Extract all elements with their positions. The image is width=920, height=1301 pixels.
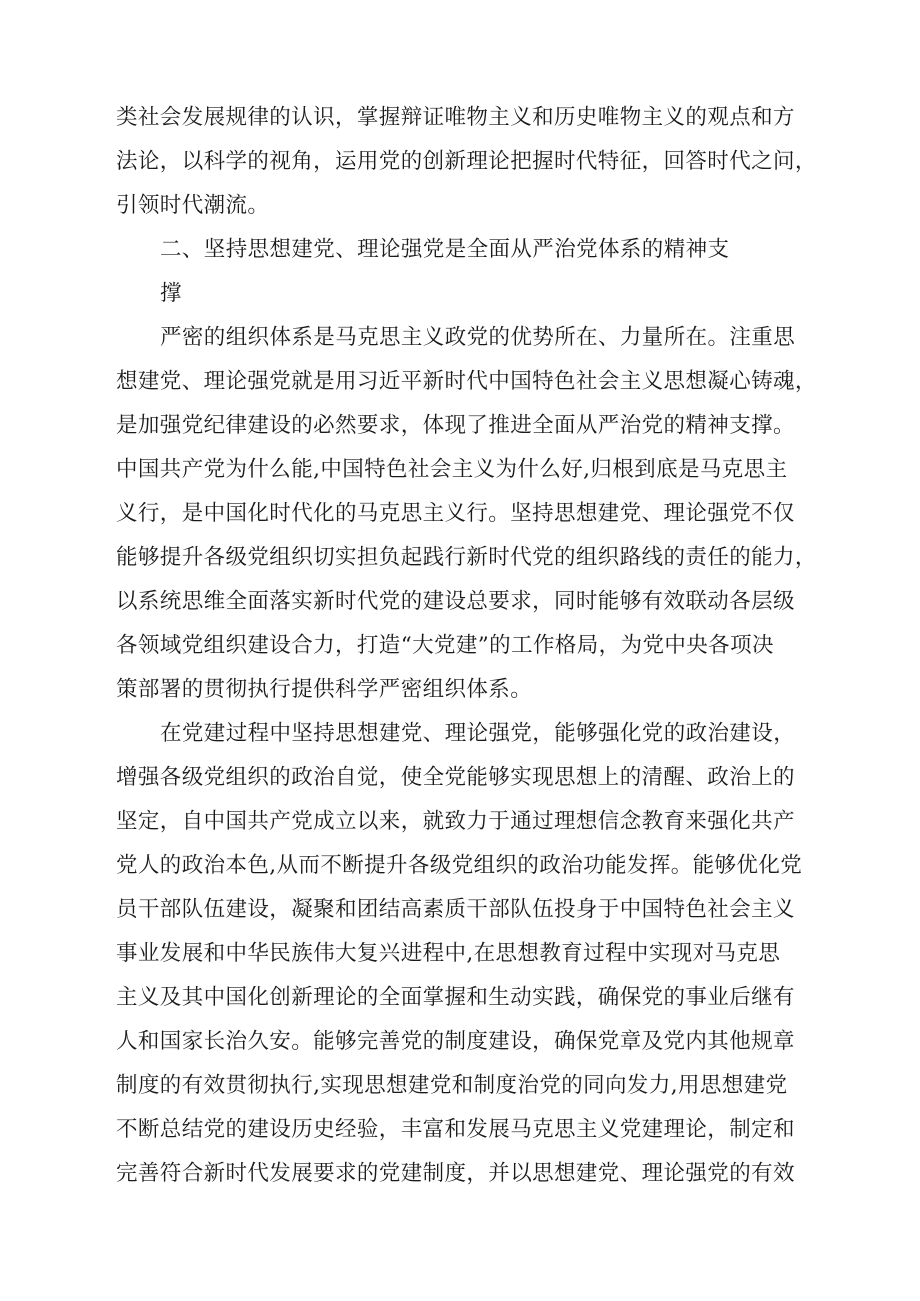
text-line: 党人的政治本色,从而不断提升各级党组织的政治功能发挥。能够优化党 [116, 853, 803, 878]
text-line: 策部署的贯彻执行提供科学严密组织体系。 [116, 677, 533, 702]
text-line: 义行，是中国化时代化的马克思主义行。坚持思想建党、理论强党不仅 [116, 501, 795, 526]
text-line: 中国共产党为什么能,中国特色社会主义为什么好,归根到底是马克思主 [116, 457, 788, 482]
text-line: 坚定，自中国共产党成立以来，就致力于通过理想信念教育来强化共产 [116, 809, 795, 834]
text-line: 法论，以科学的视角，运用党的创新理论把握时代特征，回答时代之问， [116, 149, 817, 174]
text-line: 在党建过程中坚持思想建党、理论强党，能够强化党的政治建设， [160, 721, 796, 746]
text-line: 事业发展和中华民族伟大复兴进程中,在思想教育过程中实现对马克思 [116, 941, 781, 966]
text-line: 能够提升各级党组织切实担负起践行新时代党的组织路线的责任的能力， [116, 545, 817, 570]
text-line: 增强各级党组织的政治自觉，使全党能够实现思想上的清醒、政治上的 [116, 765, 795, 790]
text-line: 想建党、理论强党就是用习近平新时代中国特色社会主义思想凝心铸魂， [116, 369, 817, 394]
section-heading: 二、坚持思想建党、理论强党是全面从严治党体系的精神支 [160, 237, 730, 262]
text-line: 引领时代潮流。 [116, 193, 270, 218]
text-line: 以系统思维全面落实新时代党的建设总要求，同时能够有效联动各层级 [116, 589, 795, 614]
text-line: 员干部队伍建设，凝聚和团结高素质干部队伍投身于中国特色社会主义 [116, 897, 795, 922]
text-line: 不断总结党的建设历史经验，丰富和发展马克思主义党建理论，制定和 [116, 1117, 795, 1142]
text-line: 类社会发展规律的认识，掌握辩证唯物主义和历史唯物主义的观点和方 [116, 105, 795, 130]
text-line: 严密的组织体系是马克思主义政党的优势所在、力量所在。注重思 [160, 325, 796, 350]
text-line: 是加强党纪律建设的必然要求，体现了推进全面从严治党的精神支撑。 [116, 413, 795, 438]
text-line: 人和国家长治久安。能够完善党的制度建设，确保党章及党内其他规章 [116, 1029, 795, 1054]
text-line: 主义及其中国化创新理论的全面掌握和生动实践，确保党的事业后继有 [116, 985, 795, 1010]
section-heading-continuation: 撑 [160, 281, 182, 306]
text-line: 完善符合新时代发展要求的党建制度，并以思想建党、理论强党的有效 [116, 1161, 795, 1186]
text-line: 各领域党组织建设合力，打造“大党建”的工作格局，为党中央各项决 [116, 633, 774, 658]
text-line: 制度的有效贯彻执行,实现思想建党和制度治党的同向发力,用思想建党 [116, 1073, 788, 1098]
